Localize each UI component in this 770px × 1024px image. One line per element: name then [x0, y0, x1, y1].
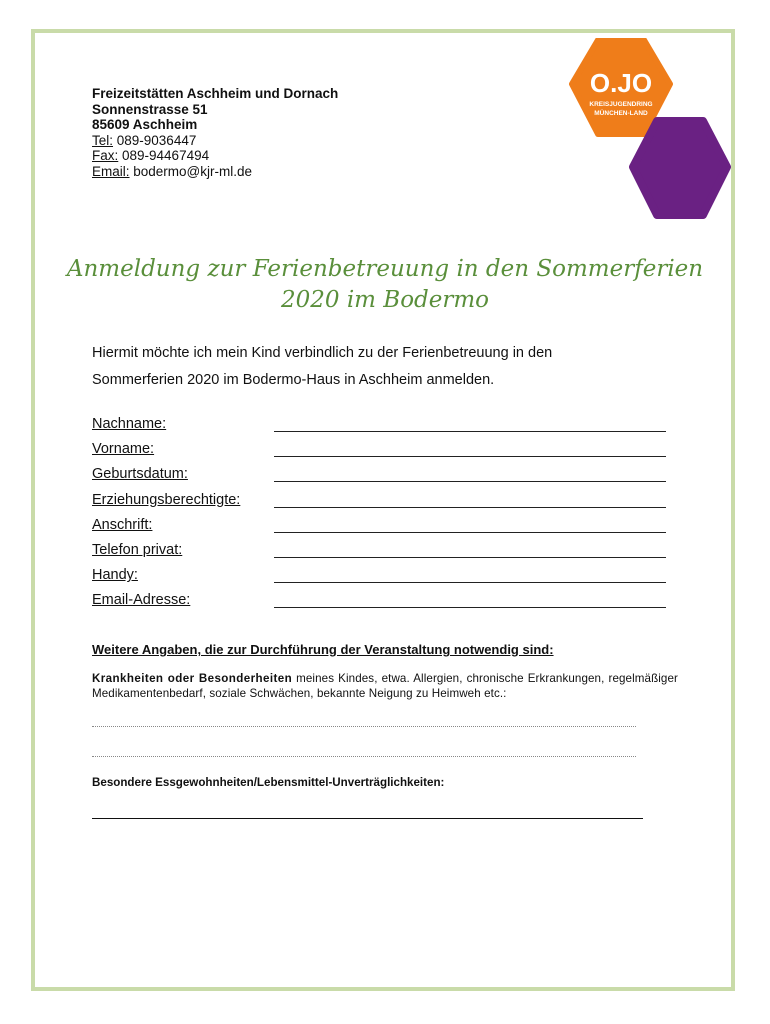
lastname-line[interactable] — [274, 431, 666, 432]
field-label: Email-Adresse: — [92, 592, 191, 609]
field-label: Vorname: — [92, 441, 155, 458]
field-label: Handy: — [92, 567, 138, 584]
health-answer-line-1[interactable] — [92, 726, 636, 727]
intro-line2: Sommerferien 2020 im Bodermo-Haus in Aschheim anmelden. — [92, 372, 495, 388]
phone-line — [92, 133, 338, 149]
field-label: Nachname: — [92, 416, 167, 432]
logo-line2: MÜNCHEN-LAND — [594, 110, 648, 117]
form-title — [60, 254, 710, 316]
field-label: Telefon privat: — [92, 541, 183, 558]
field-row — [92, 412, 666, 437]
eating-habits-heading: Besondere Essgewohnheiten/Lebensmittel-Unverträglichkeiten: — [92, 776, 445, 789]
eating-habits-answer-line[interactable] — [92, 818, 643, 819]
email-address-line[interactable] — [274, 607, 666, 608]
fax-value: 089-94467494 — [118, 148, 210, 163]
field-label: Anschrift: — [92, 516, 153, 533]
further-info-heading: Weitere Angaben, die zur Durchführung der Veranstaltung notwendig sind: — [92, 642, 554, 657]
phone-label: Tel: — [92, 132, 114, 148]
field-row — [92, 563, 666, 588]
health-lead: Krankheiten oder Besonderheiten — [92, 672, 293, 685]
title-line1: Anmeldung zur Ferienbetreuung in den Sommerferien — [66, 256, 704, 282]
city: 85609 Aschheim — [92, 117, 198, 132]
field-label: Geburtsdatum: — [92, 466, 188, 483]
health-answer-line-2[interactable] — [92, 756, 636, 757]
fax-line — [92, 148, 338, 164]
title-line2: 2020 im Bodermo — [280, 287, 490, 313]
logo-line1: KREISJUGENDRING — [589, 101, 653, 108]
email-line — [92, 164, 338, 180]
intro-text — [92, 340, 672, 394]
logo-mark: O.JO — [589, 68, 653, 98]
org-name: Freizeitstätten Aschheim und Dornach — [92, 86, 339, 101]
field-label: Erziehungsberechtigte: — [92, 491, 241, 508]
address-block — [92, 86, 338, 179]
street: Sonnenstrasse 51 — [92, 101, 208, 117]
address-line[interactable] — [274, 532, 666, 533]
fax-label: Fax: — [92, 148, 119, 163]
field-row — [92, 538, 666, 563]
email-label: Email: — [92, 163, 130, 179]
birthdate-line[interactable] — [274, 481, 666, 482]
guardian-line[interactable] — [274, 507, 666, 508]
mobile-line[interactable] — [274, 582, 666, 583]
phone-private-line[interactable] — [274, 557, 666, 558]
field-row — [92, 588, 666, 613]
health-text: meines Kindes, etwa. Allergien, chronische Erkrankungen, regelmäßiger Medikamentenbedarf, soziale Schwächen, bekannte Neigung zu Heimweh etc.: — [92, 672, 678, 700]
intro-line1: Hiermit möchte ich mein Kind verbindlich zu der Ferienbetreuung in den — [92, 345, 553, 361]
field-row — [92, 462, 666, 487]
field-row — [92, 437, 666, 462]
phone-value: 089-9036447 — [113, 132, 197, 148]
health-paragraph — [92, 671, 678, 701]
email-value: bodermo@kjr-ml.de — [129, 163, 253, 179]
registration-fields — [92, 412, 666, 614]
purple-hexagon — [629, 117, 731, 221]
field-row — [92, 513, 666, 538]
firstname-line[interactable] — [274, 456, 666, 457]
field-row — [92, 488, 666, 513]
